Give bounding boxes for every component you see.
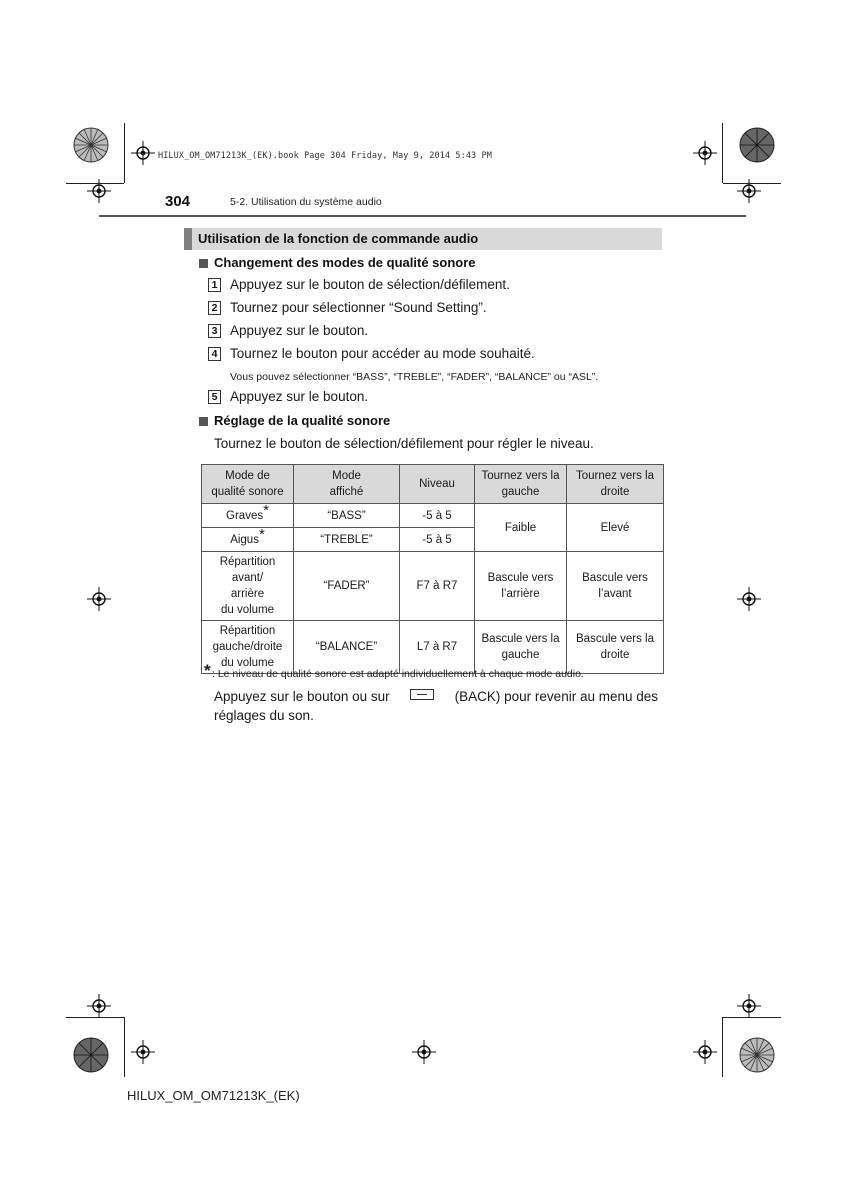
square-bullet-icon xyxy=(199,417,208,426)
table-cell xyxy=(475,504,567,552)
section-title: Utilisation de la fonction de commande audio xyxy=(198,231,479,246)
table-cell xyxy=(567,504,664,552)
subsection-heading: Changement des modes de qualité sonore xyxy=(214,255,476,270)
display-mode: “BALANCE” xyxy=(315,641,378,653)
table-cell xyxy=(294,552,400,621)
table-cell xyxy=(567,552,664,621)
closing-line xyxy=(214,689,658,704)
header-label: Niveau xyxy=(419,478,455,490)
closing-text-end: (BACK) pour revenir au menu des xyxy=(454,689,658,704)
back-button-icon xyxy=(410,689,434,700)
table-cell xyxy=(202,525,294,552)
section-header xyxy=(184,228,662,250)
header-label: Tournez vers la gauche xyxy=(481,470,560,498)
registration-mark xyxy=(87,587,111,611)
square-bullet-icon xyxy=(199,259,208,268)
table-cell xyxy=(294,528,400,552)
rosette-mark xyxy=(73,127,109,163)
header-cell xyxy=(294,465,400,504)
footer-code: HILUX_OM_OM71213K_(EK) xyxy=(127,1088,300,1103)
mode-label: Graves xyxy=(226,509,264,522)
turn-right-result: Bascule vers la droite xyxy=(576,633,654,661)
level-range: L7 à R7 xyxy=(416,641,458,653)
registration-mark xyxy=(87,179,111,203)
level-range: -5 à 5 xyxy=(422,509,452,522)
table-row xyxy=(202,621,664,674)
step-number: 5 xyxy=(208,390,221,404)
closing-line-2: réglages du son. xyxy=(214,708,314,723)
rosette-mark xyxy=(739,127,775,163)
registration-mark xyxy=(131,141,155,165)
registration-mark xyxy=(737,587,761,611)
step-text: Appuyez sur le bouton. xyxy=(230,389,369,404)
registration-mark xyxy=(131,1040,155,1064)
table-cell xyxy=(475,621,567,674)
table-cell xyxy=(202,501,294,528)
turn-left-result: Bascule vers l’arrière xyxy=(487,572,554,600)
closing-text-start: Appuyez sur le bouton ou sur xyxy=(214,689,390,704)
table-cell xyxy=(400,552,475,621)
level-range: F7 à R7 xyxy=(416,580,458,592)
table-cell xyxy=(400,621,475,674)
registration-mark xyxy=(87,994,111,1018)
display-mode: “TREBLE” xyxy=(320,533,373,546)
header-label: Mode affiché xyxy=(329,470,364,498)
registration-mark xyxy=(693,141,717,165)
footnote-text: : Le niveau de qualité sonore est adapté individuellement à chaque mode audio. xyxy=(212,668,584,680)
table-cell xyxy=(400,504,475,528)
turn-left-result: Bascule vers la gauche xyxy=(481,633,560,661)
turn-right-result: Elevé xyxy=(600,521,630,534)
subsection-heading: Réglage de la qualité sonore xyxy=(214,413,391,428)
mode-label: Répartition avant/ arrière du volume xyxy=(219,556,276,616)
table-cell xyxy=(567,621,664,674)
header-cell xyxy=(475,465,567,504)
print-file-info: HILUX_OM_OM71213K_(EK).book Page 304 Friday, May 9, 2014 5:43 PM xyxy=(158,151,492,161)
header-rule xyxy=(99,215,746,217)
display-mode: “BASS” xyxy=(327,509,366,522)
step-number: 2 xyxy=(208,301,221,315)
step-number: 4 xyxy=(208,347,221,361)
step-text: Tournez pour sélectionner “Sound Setting”. xyxy=(230,300,487,315)
registration-mark xyxy=(737,994,761,1018)
header-cell xyxy=(400,465,475,504)
table-cell xyxy=(294,621,400,674)
table-cell xyxy=(202,552,294,621)
subsection-intro: Tournez le bouton de sélection/défilement pour régler le niveau. xyxy=(214,436,594,451)
header-cell xyxy=(567,465,664,504)
table-row xyxy=(202,504,664,528)
rosette-mark xyxy=(73,1037,109,1073)
mode-label: Aigus xyxy=(230,533,259,546)
table-header-row xyxy=(202,465,664,504)
breadcrumb: 5-2. Utilisation du système audio xyxy=(230,196,382,208)
table-cell xyxy=(400,528,475,552)
step-number: 1 xyxy=(208,278,221,292)
level-range: -5 à 5 xyxy=(422,533,452,546)
asterisk-marker: * xyxy=(258,525,265,543)
header-label: Mode de qualité sonore xyxy=(211,470,284,498)
step-text: Appuyez sur le bouton de sélection/défilement. xyxy=(230,277,510,292)
step-text: Tournez le bouton pour accéder au mode souhaité. xyxy=(230,346,535,361)
table-row xyxy=(202,552,664,621)
header-label: Tournez vers la droite xyxy=(576,470,654,498)
turn-left-result: Faible xyxy=(504,521,537,534)
step-number: 3 xyxy=(208,324,221,338)
mode-label: Répartition gauche/droite du volume xyxy=(212,625,283,669)
registration-mark xyxy=(693,1040,717,1064)
header-cell xyxy=(202,465,294,504)
registration-mark xyxy=(737,179,761,203)
display-mode: “FADER” xyxy=(323,580,370,592)
table-cell xyxy=(475,552,567,621)
rosette-mark xyxy=(739,1037,775,1073)
registration-mark xyxy=(412,1040,436,1064)
sound-quality-table xyxy=(201,464,664,674)
page-number: 304 xyxy=(165,193,191,210)
table-cell xyxy=(294,504,400,528)
step-text: Appuyez sur le bouton. xyxy=(230,323,369,338)
footnote-asterisk: * xyxy=(204,661,211,680)
asterisk-marker: * xyxy=(263,501,269,519)
step-note: Vous pouvez sélectionner “BASS”, “TREBLE”, “FADER”, “BALANCE” ou “ASL”. xyxy=(230,371,599,383)
turn-right-result: Bascule vers l’avant xyxy=(582,572,648,600)
table-cell xyxy=(202,621,294,674)
